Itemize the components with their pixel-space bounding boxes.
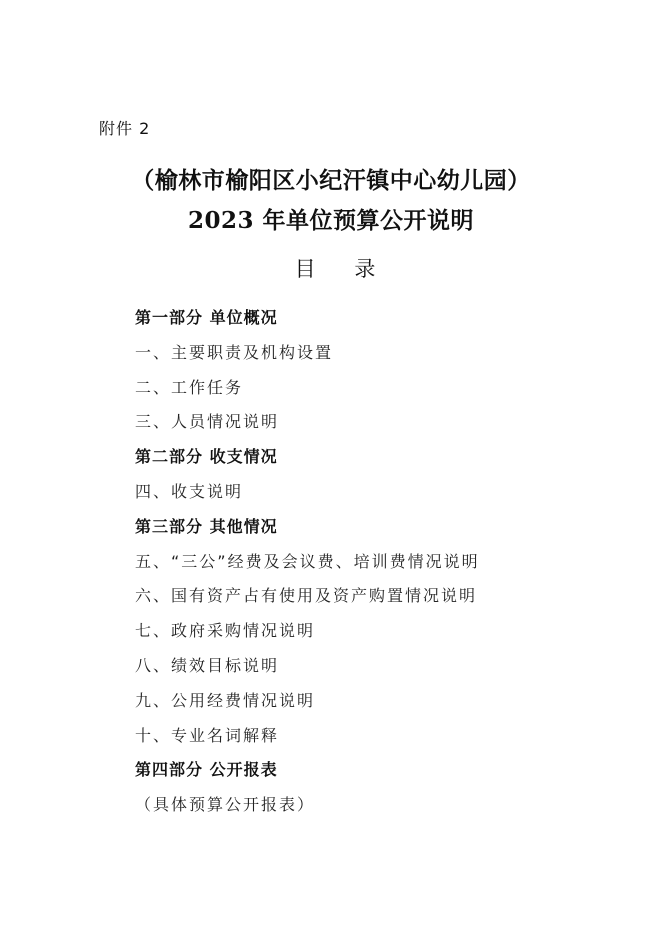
toc-heading: 目 录 [294,257,392,281]
toc-part-1: 第一部分 单位概况 [135,308,278,327]
toc-item-4: 四、收支说明 [135,481,244,501]
toc-part-2: 第二部分 收支情况 [135,447,278,467]
document-title-line-2: 2023 年单位预算公开说明 [187,207,475,234]
toc-part-4: 第四部分 公开报表 [135,760,278,780]
table-of-contents [135,306,595,828]
toc-item-6: 六、国有资产占有使用及资产购置情况说明 [135,586,478,606]
attachment-label: 附件 2 [99,119,151,138]
toc-item-3: 三、人员情况说明 [135,412,280,432]
toc-item-1: 一、主要职责及机构设置 [135,342,334,362]
toc-item-7: 七、政府采购情况说明 [135,621,316,641]
toc-note: （具体预算公开报表） [135,795,316,815]
toc-item-10: 十、专业名词解释 [135,725,280,745]
toc-item-9: 九、公用经费情况说明 [135,690,316,710]
toc-item-2: 二、工作任务 [135,377,244,397]
toc-part-3: 第三部分 其他情况 [135,516,278,536]
document-title-line-1: （榆林市榆阳区小纪汗镇中心幼儿园） [131,167,531,194]
toc-item-5: 五、“三公”经费及会议费、培训费情况说明 [135,551,480,571]
toc-item-8: 八、绩效目标说明 [135,655,280,675]
